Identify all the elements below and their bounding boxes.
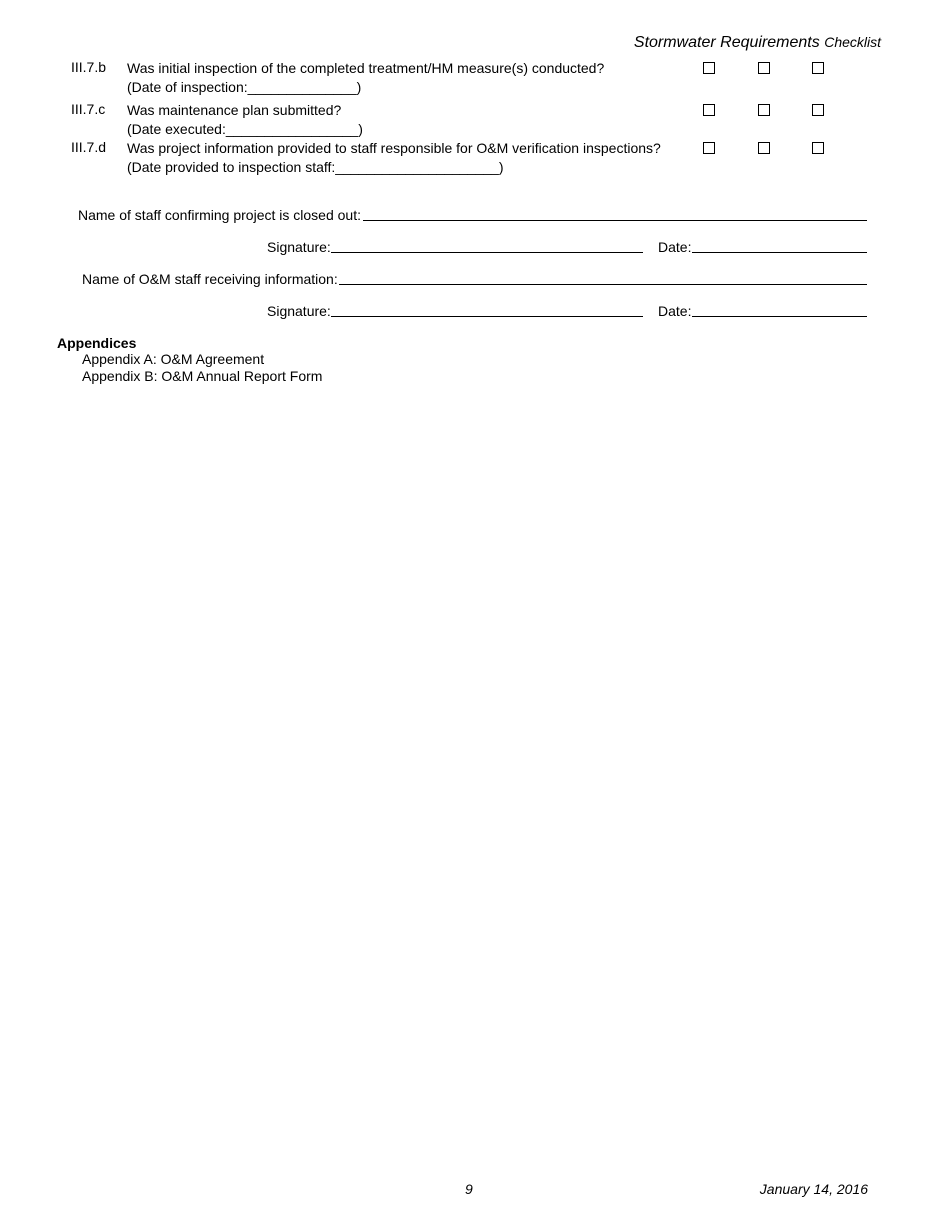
appendix-item: Appendix B: O&M Annual Report Form [82, 368, 323, 384]
checkbox-na[interactable] [812, 142, 824, 154]
om-staff-name-label: Name of O&M staff receiving information: [82, 271, 338, 287]
closeout-staff-name-label: Name of staff confirming project is closed out: [78, 207, 361, 223]
appendix-item: Appendix A: O&M Agreement [82, 351, 265, 367]
item-date-field: (Date of inspection:______________) [127, 79, 362, 95]
item-question-block [127, 101, 363, 139]
checkbox-na[interactable] [812, 62, 824, 74]
item-code: III.7.b [71, 59, 107, 75]
document-header [634, 34, 881, 52]
item-question: Was maintenance plan submitted? [127, 102, 342, 118]
om-signature-field[interactable] [331, 316, 643, 317]
page-number: 9 [465, 1181, 473, 1197]
om-date-label: Date: [658, 303, 692, 319]
checkbox-na[interactable] [812, 104, 824, 116]
closeout-date-label: Date: [658, 239, 692, 255]
checkbox-no[interactable] [758, 104, 770, 116]
item-question: Was initial inspection of the completed treatment/HM measure(s) conducted? [127, 60, 605, 76]
om-staff-name-field[interactable] [339, 284, 867, 285]
checkbox-no[interactable] [758, 62, 770, 74]
closeout-staff-name-field[interactable] [363, 220, 867, 221]
item-date-field: (Date executed:_________________) [127, 121, 363, 137]
checkbox-yes[interactable] [703, 62, 715, 74]
appendices-heading: Appendices [57, 335, 137, 351]
item-date-field: (Date provided to inspection staff:_____________________) [127, 159, 504, 175]
footer-date: January 14, 2016 [759, 1181, 868, 1197]
closeout-date-field[interactable] [692, 252, 867, 253]
checklist-item-iii-7-d [71, 139, 891, 183]
closeout-signature-label: Signature: [267, 239, 331, 255]
om-date-field[interactable] [692, 316, 867, 317]
item-question-block [127, 59, 604, 97]
om-signature-label: Signature: [267, 303, 331, 319]
checklist-item-iii-7-b [71, 59, 891, 103]
item-question: Was project information provided to staff responsible for O&M verification inspections? [127, 140, 661, 156]
checkbox-yes[interactable] [703, 142, 715, 154]
item-code: III.7.c [71, 101, 106, 117]
checkbox-yes[interactable] [703, 104, 715, 116]
item-code: III.7.d [71, 139, 107, 155]
header-title: Stormwater Requirements [633, 34, 820, 51]
checkbox-no[interactable] [758, 142, 770, 154]
header-subtitle: Checklist [824, 34, 881, 50]
item-question-block [127, 139, 661, 177]
closeout-signature-field[interactable] [331, 252, 643, 253]
